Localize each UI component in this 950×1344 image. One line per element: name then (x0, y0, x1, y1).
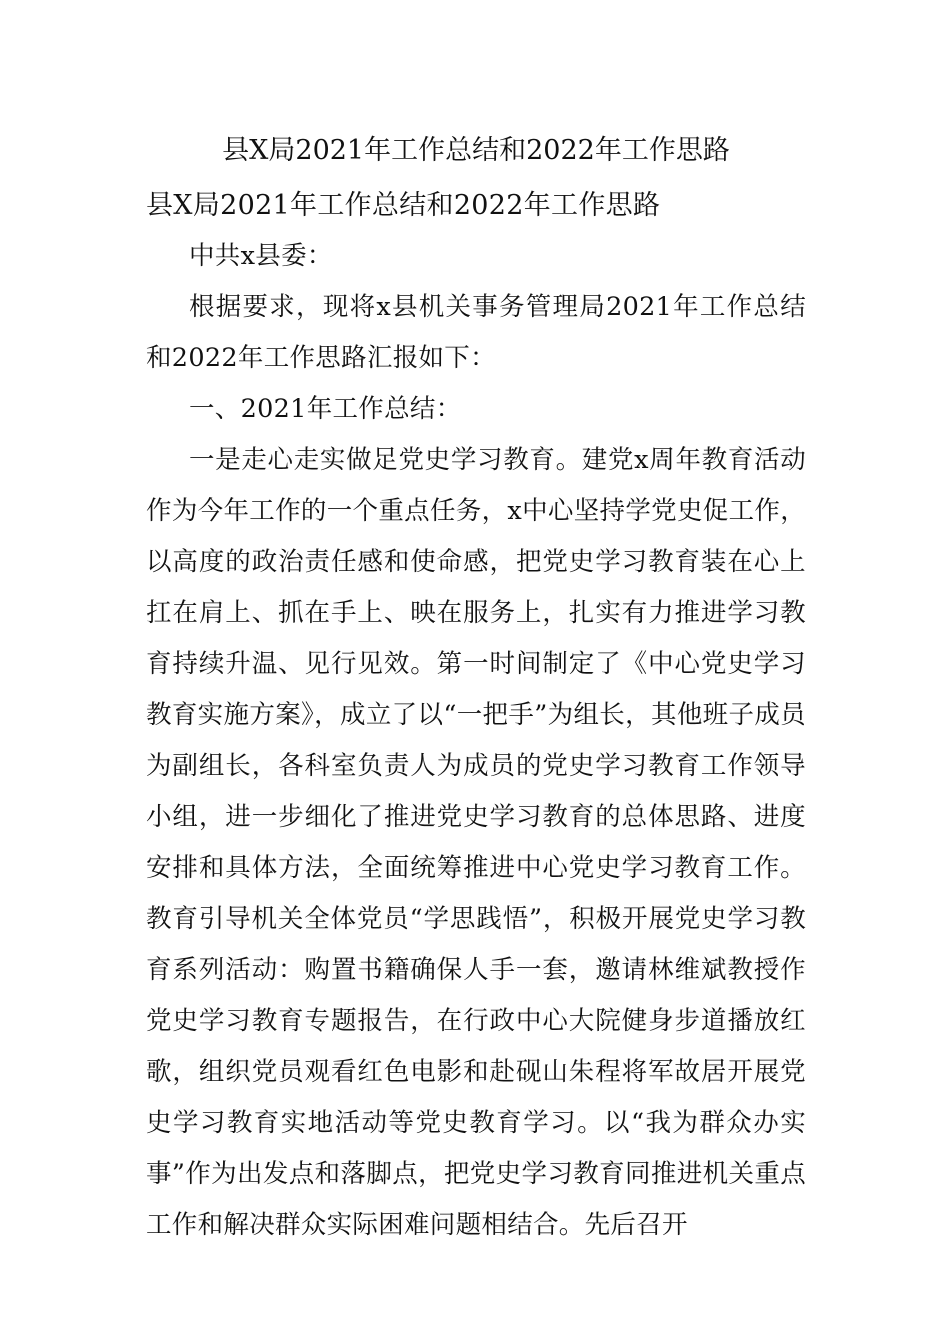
body-paragraph: 一是走心走实做足党史学习教育。建党x周年教育活动作为今年工作的一个重点任务，x中心坚持学党史促工作，以高度的政治责任感和使命感，把党史学习教育装在心上扛在肩上、抓在手上、映在服务上，扎实有力推进学习教育持续升温、见行见效。第一时间制定了《中心党史学习教育实施方案》，成立了以“一把手”为组长，其他班子成员为副组长，各科室负责人为成员的党史学习教育工作领导小组，进一步细化了推进党史学习教育的总体思路、进度安排和具体方法，全面统筹推进中心党史学习教育工作。教育引导机关全体党员“学思践悟”，积极开展党史学习教育系列活动：购置书籍确保人手一套，邀请林维斌教授作党史学习教育专题报告，在行政中心大院健身步道播放红歌，组织党员观看红色电影和赴砚山朱程将军故居开展党史学习教育实地活动等党史教育学习。以“我为群众办实事”作为出发点和落脚点，把党史学习教育同推进机关重点工作和解决群众实际困难问题相结合。先后召开 (146, 445, 806, 1240)
document-subtitle: 县X局2021年工作总结和2022年工作思路 (146, 190, 661, 221)
salutation: 中共x县委： (189, 241, 333, 271)
document-body (146, 180, 806, 1251)
document-title: 县X局2021年工作总结和2022年工作思路 (222, 135, 730, 166)
section-heading: 一、2021年工作总结： (189, 394, 462, 424)
intro-paragraph: 根据要求，现将x县机关事务管理局2021年工作总结和2022年工作思路汇报如下： (146, 292, 806, 373)
